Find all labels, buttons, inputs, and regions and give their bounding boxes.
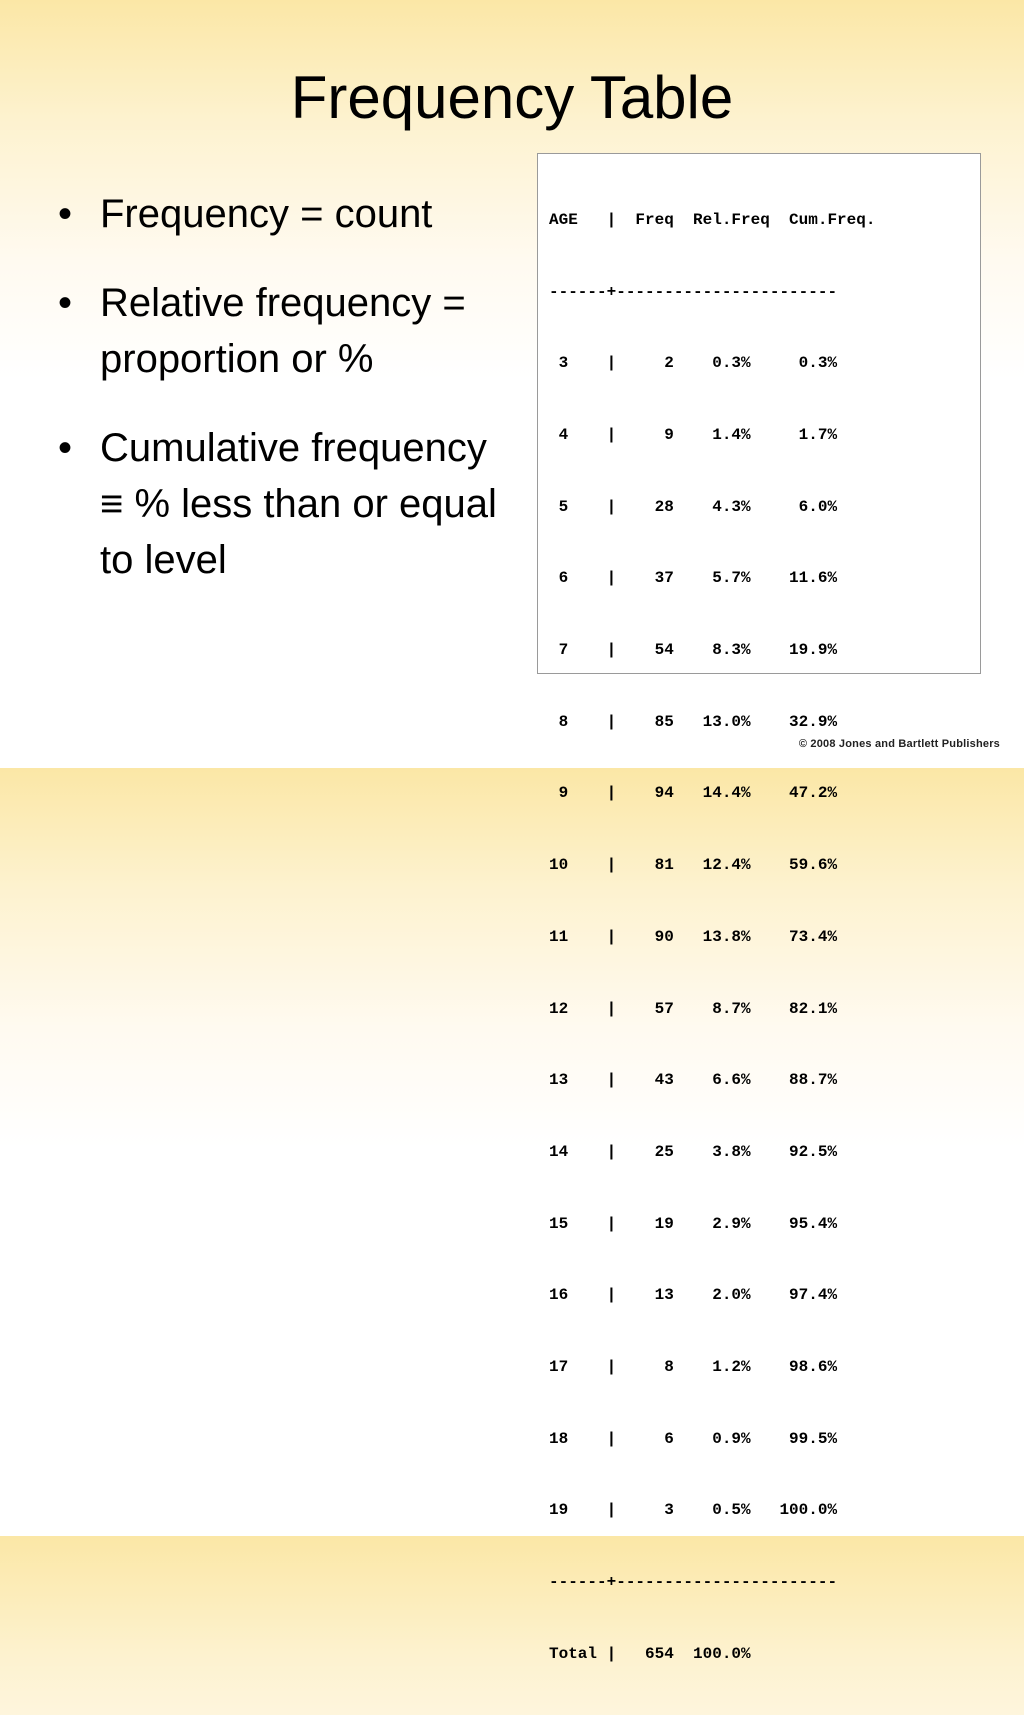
slide-title: Frequency Table xyxy=(290,64,734,131)
table-total-row: Total | 654 100.0% xyxy=(549,1644,751,1663)
table-header: AGE | Freq Rel.Freq Cum.Freq. xyxy=(549,210,876,229)
table-separator-bottom: ------+----------------------- xyxy=(549,1573,838,1592)
table-row: 18 | 6 0.9% 99.5% xyxy=(549,1429,838,1448)
bullet-marker: • xyxy=(58,281,73,325)
bullet-item-frequency xyxy=(58,186,498,242)
table-row: 14 | 25 3.8% 92.5% xyxy=(549,1142,838,1161)
table-row: 12 | 57 8.7% 82.1% xyxy=(549,999,838,1018)
bullet-item-relative-frequency xyxy=(58,275,498,387)
table-row: 13 | 43 6.6% 88.7% xyxy=(549,1071,838,1090)
bullet-text: Relative frequency = proportion or % xyxy=(100,281,466,381)
bullet-item-cumulative-frequency xyxy=(58,420,498,588)
table-row: 5 | 28 4.3% 6.0% xyxy=(549,497,838,516)
table-row: 8 | 85 13.0% 32.9% xyxy=(549,712,838,731)
table-row: 11 | 90 13.8% 73.4% xyxy=(549,927,838,946)
bullet-text: Frequency = count xyxy=(100,192,433,236)
table-row: 17 | 8 1.2% 98.6% xyxy=(549,1358,838,1377)
table-separator-top: ------+----------------------- xyxy=(549,282,838,301)
bullet-marker: • xyxy=(58,426,73,470)
table-row: 4 | 9 1.4% 1.7% xyxy=(549,425,838,444)
table-row: 7 | 54 8.3% 19.9% xyxy=(549,641,838,660)
bullet-list xyxy=(58,186,498,621)
bullet-text: Cumulative frequency ≡ % less than or equal to level xyxy=(100,426,497,582)
frequency-table xyxy=(549,161,875,1715)
table-row: 19 | 3 0.5% 100.0% xyxy=(549,1501,838,1520)
table-row: 9 | 94 14.4% 47.2% xyxy=(549,784,838,803)
bullet-marker: • xyxy=(58,192,73,236)
table-row: 3 | 2 0.3% 0.3% xyxy=(549,354,838,373)
table-row: 6 | 37 5.7% 11.6% xyxy=(549,569,838,588)
copyright-footer: © 2008 Jones and Bartlett Publishers xyxy=(798,738,1000,750)
table-row: 10 | 81 12.4% 59.6% xyxy=(549,856,838,875)
table-row: 15 | 19 2.9% 95.4% xyxy=(549,1214,838,1233)
table-row: 16 | 13 2.0% 97.4% xyxy=(549,1286,838,1305)
